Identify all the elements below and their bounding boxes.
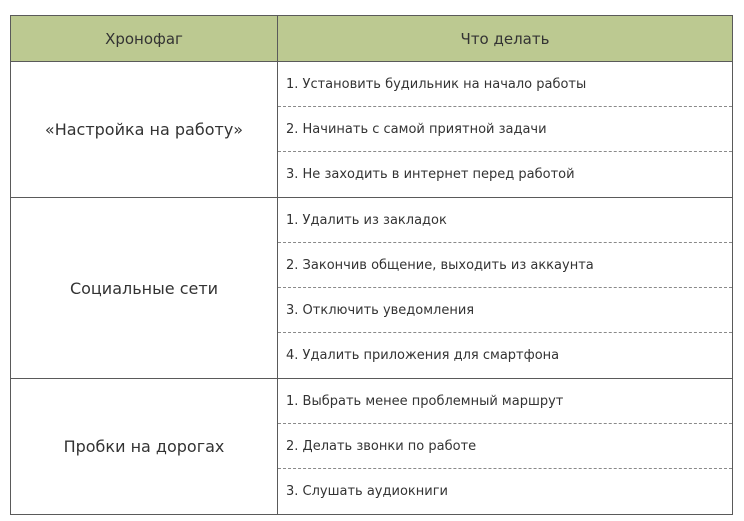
chronophage-name: Социальные сети <box>11 198 278 379</box>
table-row <box>11 198 733 379</box>
action-item: 3. Отключить уведомления <box>278 288 732 333</box>
header-what-to-do: Что делать <box>278 16 733 62</box>
action-item: 3. Не заходить в интернет перед работой <box>286 167 575 182</box>
actions-cell <box>278 379 733 515</box>
action-item: 1. Удалить из закладок <box>278 198 732 243</box>
chronophage-name: «Настройка на работу» <box>11 62 278 198</box>
action-item: 2. Закончив общение, выходить из аккаунта <box>278 243 732 288</box>
table-row <box>11 379 733 515</box>
action-item: 1. Выбрать менее проблемный маршрут <box>278 379 732 424</box>
chronophage-name: Пробки на дорогах <box>11 379 278 515</box>
actions-cell <box>278 62 733 198</box>
table-row <box>11 62 733 198</box>
action-item: 3. Слушать аудиокниги <box>286 484 448 499</box>
action-item: 2. Делать звонки по работе <box>278 424 732 469</box>
table-header-row <box>11 16 733 62</box>
action-item: 4. Удалить приложения для смартфона <box>286 348 560 363</box>
chronophage-table <box>10 15 733 515</box>
header-chronophage: Хронофаг <box>11 16 278 62</box>
action-item: 1. Установить будильник на начало работы <box>278 62 732 107</box>
action-item: 2. Начинать с самой приятной задачи <box>278 107 732 152</box>
actions-cell <box>278 198 733 379</box>
